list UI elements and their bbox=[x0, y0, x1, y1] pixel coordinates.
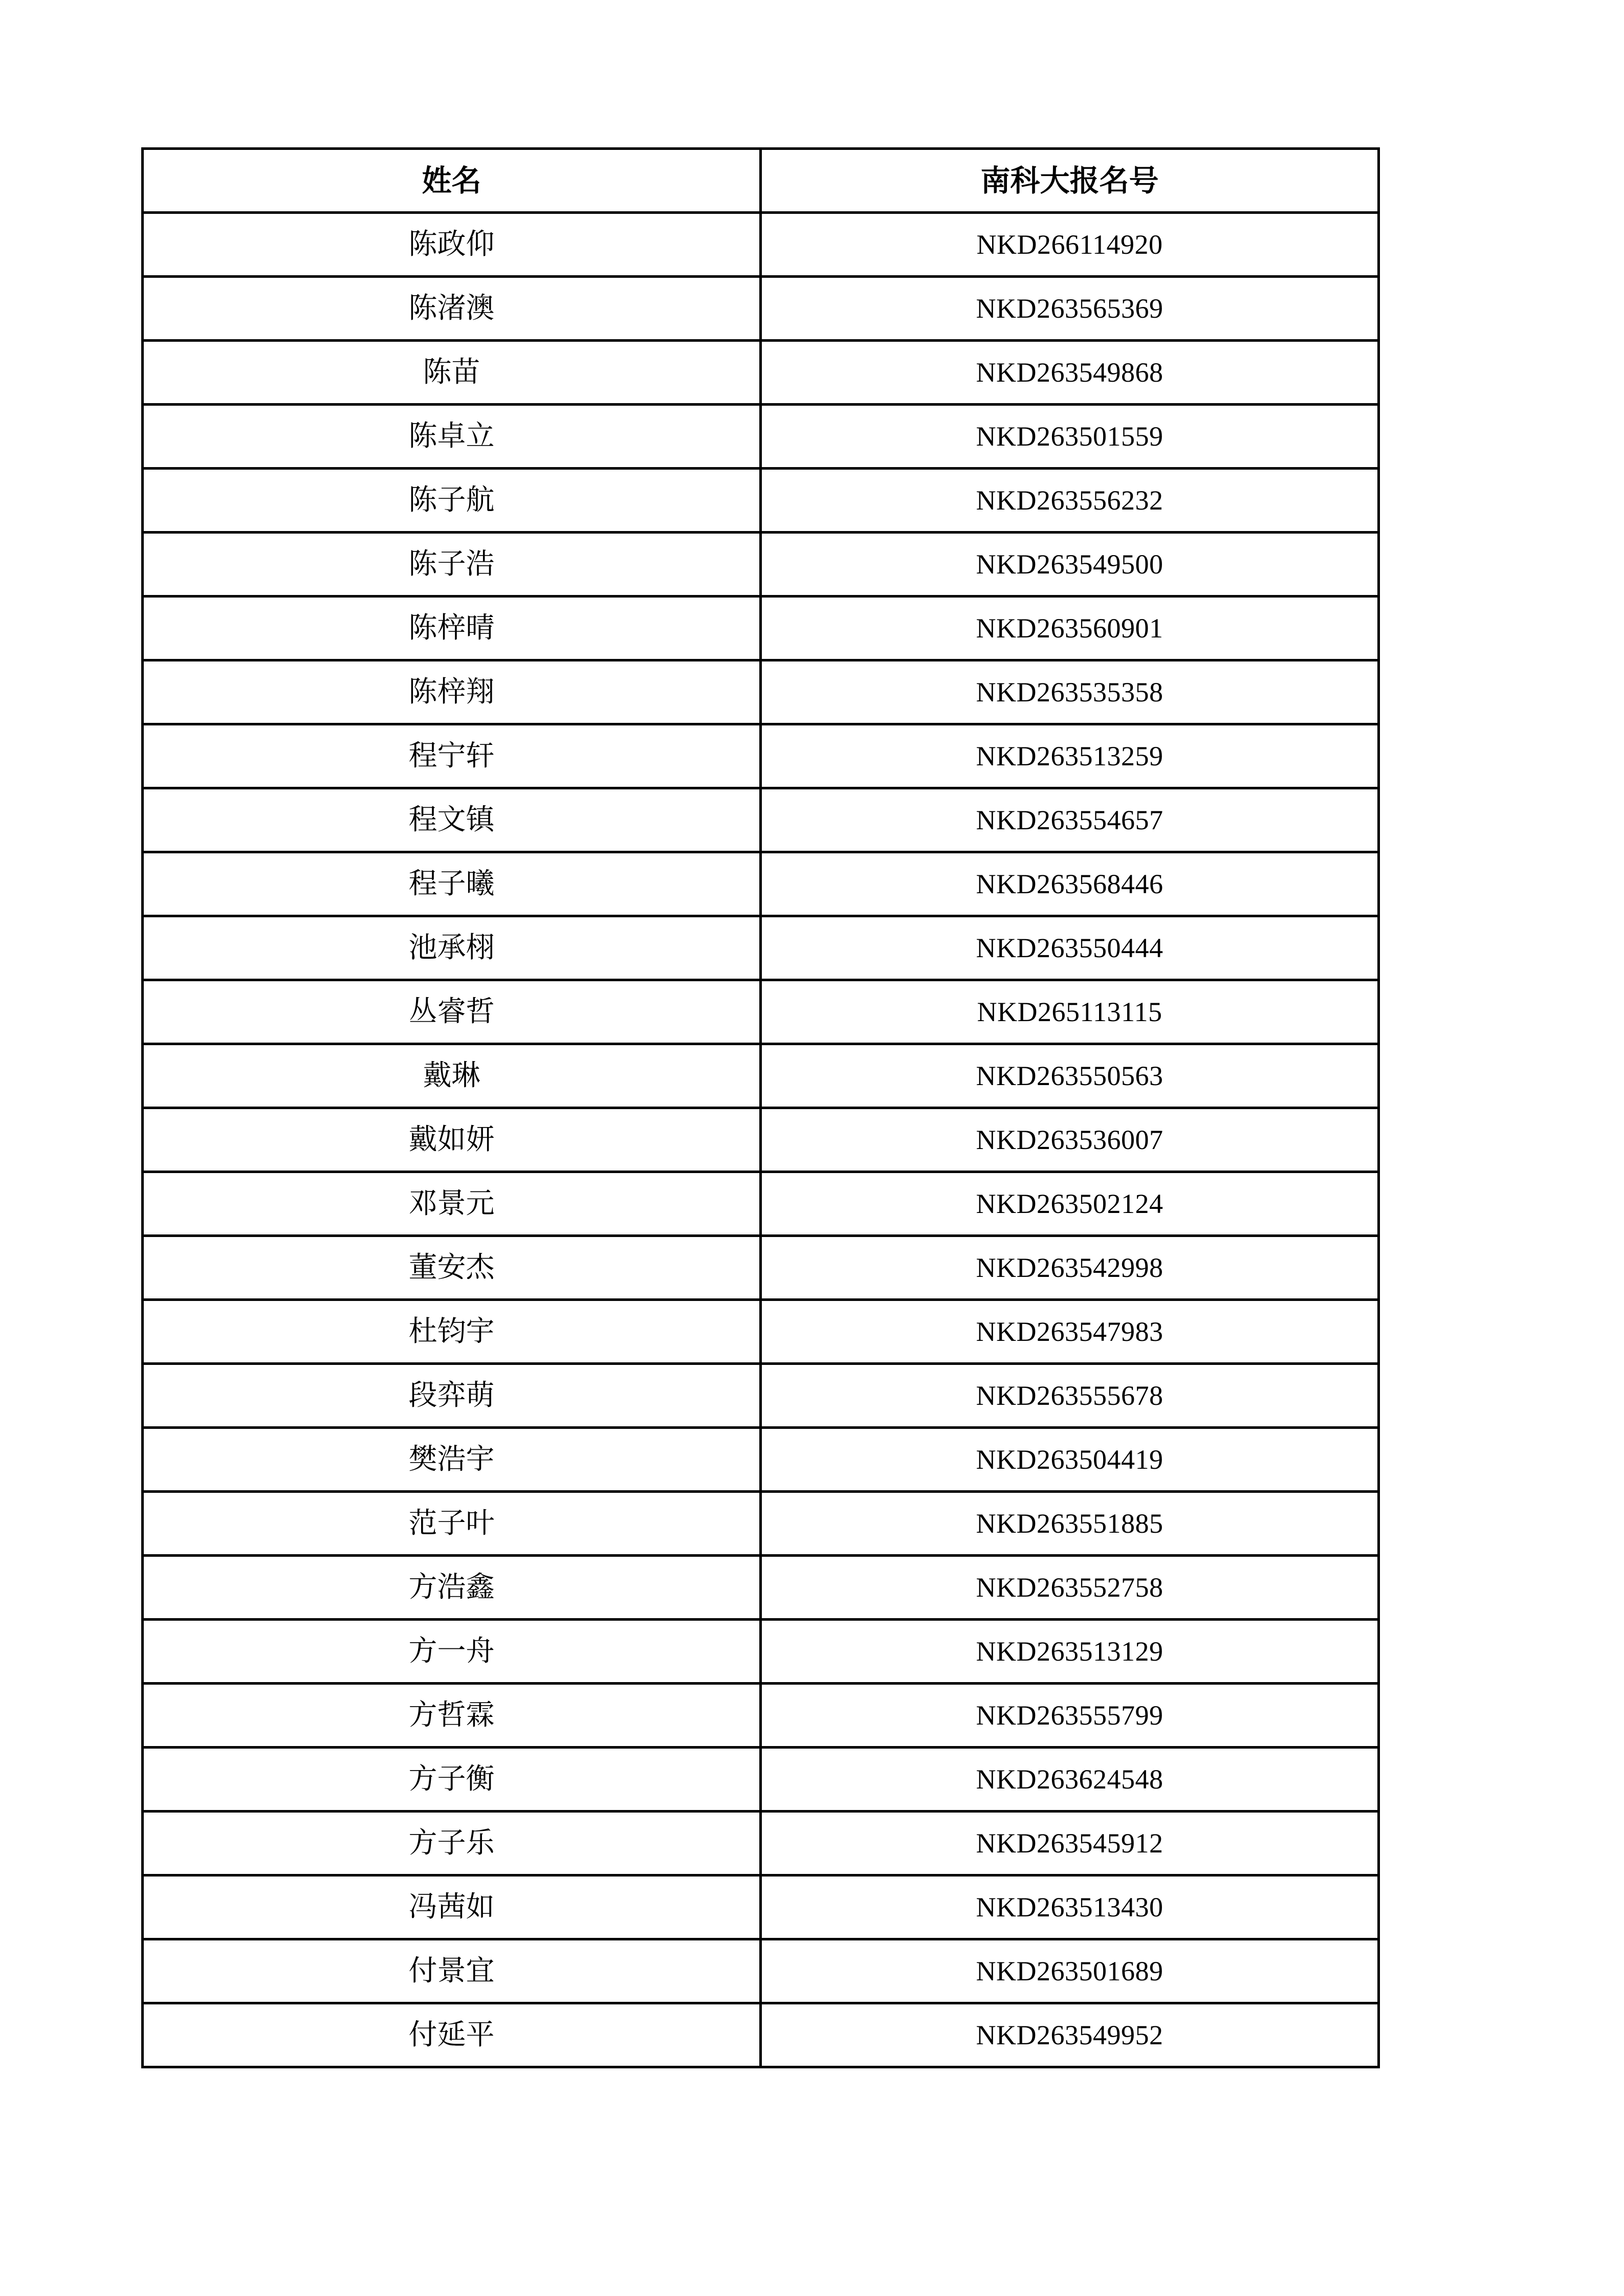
table-row bbox=[143, 405, 1379, 469]
table-body bbox=[143, 213, 1379, 2067]
table-row bbox=[143, 1620, 1379, 1684]
table-row bbox=[143, 1044, 1379, 1108]
name-cell: 程文镇 bbox=[143, 788, 761, 852]
registration-number-cell: NKD263545912 bbox=[761, 1812, 1379, 1875]
table-row bbox=[143, 1172, 1379, 1236]
registration-number-cell: NKD263536007 bbox=[761, 1108, 1379, 1172]
table-row bbox=[143, 1748, 1379, 1812]
table-row bbox=[143, 980, 1379, 1044]
registration-number-cell: NKD263513129 bbox=[761, 1620, 1379, 1684]
column-header-name: 姓名 bbox=[143, 149, 761, 213]
table-row bbox=[143, 2003, 1379, 2067]
table-row bbox=[143, 1236, 1379, 1300]
table-row bbox=[143, 1428, 1379, 1492]
name-cell: 付延平 bbox=[143, 2003, 761, 2067]
registration-number-cell: NKD263549500 bbox=[761, 533, 1379, 597]
table-row bbox=[143, 1300, 1379, 1364]
table-row bbox=[143, 1108, 1379, 1172]
name-cell: 陈卓立 bbox=[143, 405, 761, 469]
name-cell: 范子叶 bbox=[143, 1492, 761, 1556]
registration-number-cell: NKD263555799 bbox=[761, 1684, 1379, 1748]
table-row bbox=[143, 1364, 1379, 1428]
registration-number-cell: NKD263554657 bbox=[761, 788, 1379, 852]
registration-number-cell: NKD263549952 bbox=[761, 2003, 1379, 2067]
name-cell: 董安杰 bbox=[143, 1236, 761, 1300]
registration-number-cell: NKD263552758 bbox=[761, 1556, 1379, 1620]
registration-number-cell: NKD263556232 bbox=[761, 469, 1379, 533]
roster-sheet bbox=[141, 147, 1377, 2068]
name-cell: 邓景元 bbox=[143, 1172, 761, 1236]
table-row bbox=[143, 1556, 1379, 1620]
table-row bbox=[143, 1684, 1379, 1748]
registration-number-cell: NKD263565369 bbox=[761, 277, 1379, 341]
name-cell: 陈子航 bbox=[143, 469, 761, 533]
name-cell: 杜钧宇 bbox=[143, 1300, 761, 1364]
name-cell: 方子衡 bbox=[143, 1748, 761, 1812]
registration-number-cell: NKD263624548 bbox=[761, 1748, 1379, 1812]
table-row bbox=[143, 533, 1379, 597]
registration-number-cell: NKD263501689 bbox=[761, 1939, 1379, 2003]
name-cell: 戴如妍 bbox=[143, 1108, 761, 1172]
name-cell: 樊浩宇 bbox=[143, 1428, 761, 1492]
name-cell: 方一舟 bbox=[143, 1620, 761, 1684]
registration-number-cell: NKD263547983 bbox=[761, 1300, 1379, 1364]
name-cell: 冯茜如 bbox=[143, 1875, 761, 1939]
registration-number-cell: NKD263555678 bbox=[761, 1364, 1379, 1428]
name-cell: 方浩鑫 bbox=[143, 1556, 761, 1620]
table-row bbox=[143, 1812, 1379, 1875]
registration-number-cell: NKD263549868 bbox=[761, 341, 1379, 405]
registration-number-cell: NKD263551885 bbox=[761, 1492, 1379, 1556]
table-row bbox=[143, 597, 1379, 660]
name-cell: 丛睿哲 bbox=[143, 980, 761, 1044]
roster-table bbox=[141, 147, 1380, 2068]
table-row bbox=[143, 724, 1379, 788]
table-row bbox=[143, 277, 1379, 341]
registration-number-cell: NKD263542998 bbox=[761, 1236, 1379, 1300]
name-cell: 陈苗 bbox=[143, 341, 761, 405]
table-header bbox=[143, 149, 1379, 213]
name-cell: 付景宜 bbox=[143, 1939, 761, 2003]
name-cell: 程宁轩 bbox=[143, 724, 761, 788]
table-row bbox=[143, 788, 1379, 852]
column-header-registration-number: 南科大报名号 bbox=[761, 149, 1379, 213]
name-cell: 戴琳 bbox=[143, 1044, 761, 1108]
registration-number-cell: NKD263513430 bbox=[761, 1875, 1379, 1939]
registration-number-cell: NKD263550563 bbox=[761, 1044, 1379, 1108]
registration-number-cell: NKD263501559 bbox=[761, 405, 1379, 469]
name-cell: 方子乐 bbox=[143, 1812, 761, 1875]
registration-number-cell: NKD263550444 bbox=[761, 916, 1379, 980]
name-cell: 池承栩 bbox=[143, 916, 761, 980]
registration-number-cell: NKD266114920 bbox=[761, 213, 1379, 277]
registration-number-cell: NKD263513259 bbox=[761, 724, 1379, 788]
name-cell: 陈梓晴 bbox=[143, 597, 761, 660]
table-row bbox=[143, 1939, 1379, 2003]
name-cell: 陈渚澳 bbox=[143, 277, 761, 341]
registration-number-cell: NKD263560901 bbox=[761, 597, 1379, 660]
table-row bbox=[143, 916, 1379, 980]
name-cell: 陈梓翔 bbox=[143, 660, 761, 724]
table-row bbox=[143, 1492, 1379, 1556]
table-row bbox=[143, 1875, 1379, 1939]
name-cell: 陈子浩 bbox=[143, 533, 761, 597]
name-cell: 段弈萌 bbox=[143, 1364, 761, 1428]
table-row bbox=[143, 660, 1379, 724]
table-row bbox=[143, 341, 1379, 405]
registration-number-cell: NKD265113115 bbox=[761, 980, 1379, 1044]
registration-number-cell: NKD263568446 bbox=[761, 852, 1379, 916]
name-cell: 程子曦 bbox=[143, 852, 761, 916]
name-cell: 方哲霖 bbox=[143, 1684, 761, 1748]
registration-number-cell: NKD263504419 bbox=[761, 1428, 1379, 1492]
table-row bbox=[143, 852, 1379, 916]
name-cell: 陈政仰 bbox=[143, 213, 761, 277]
registration-number-cell: NKD263535358 bbox=[761, 660, 1379, 724]
header-row bbox=[143, 149, 1379, 213]
table-row bbox=[143, 213, 1379, 277]
registration-number-cell: NKD263502124 bbox=[761, 1172, 1379, 1236]
table-row bbox=[143, 469, 1379, 533]
